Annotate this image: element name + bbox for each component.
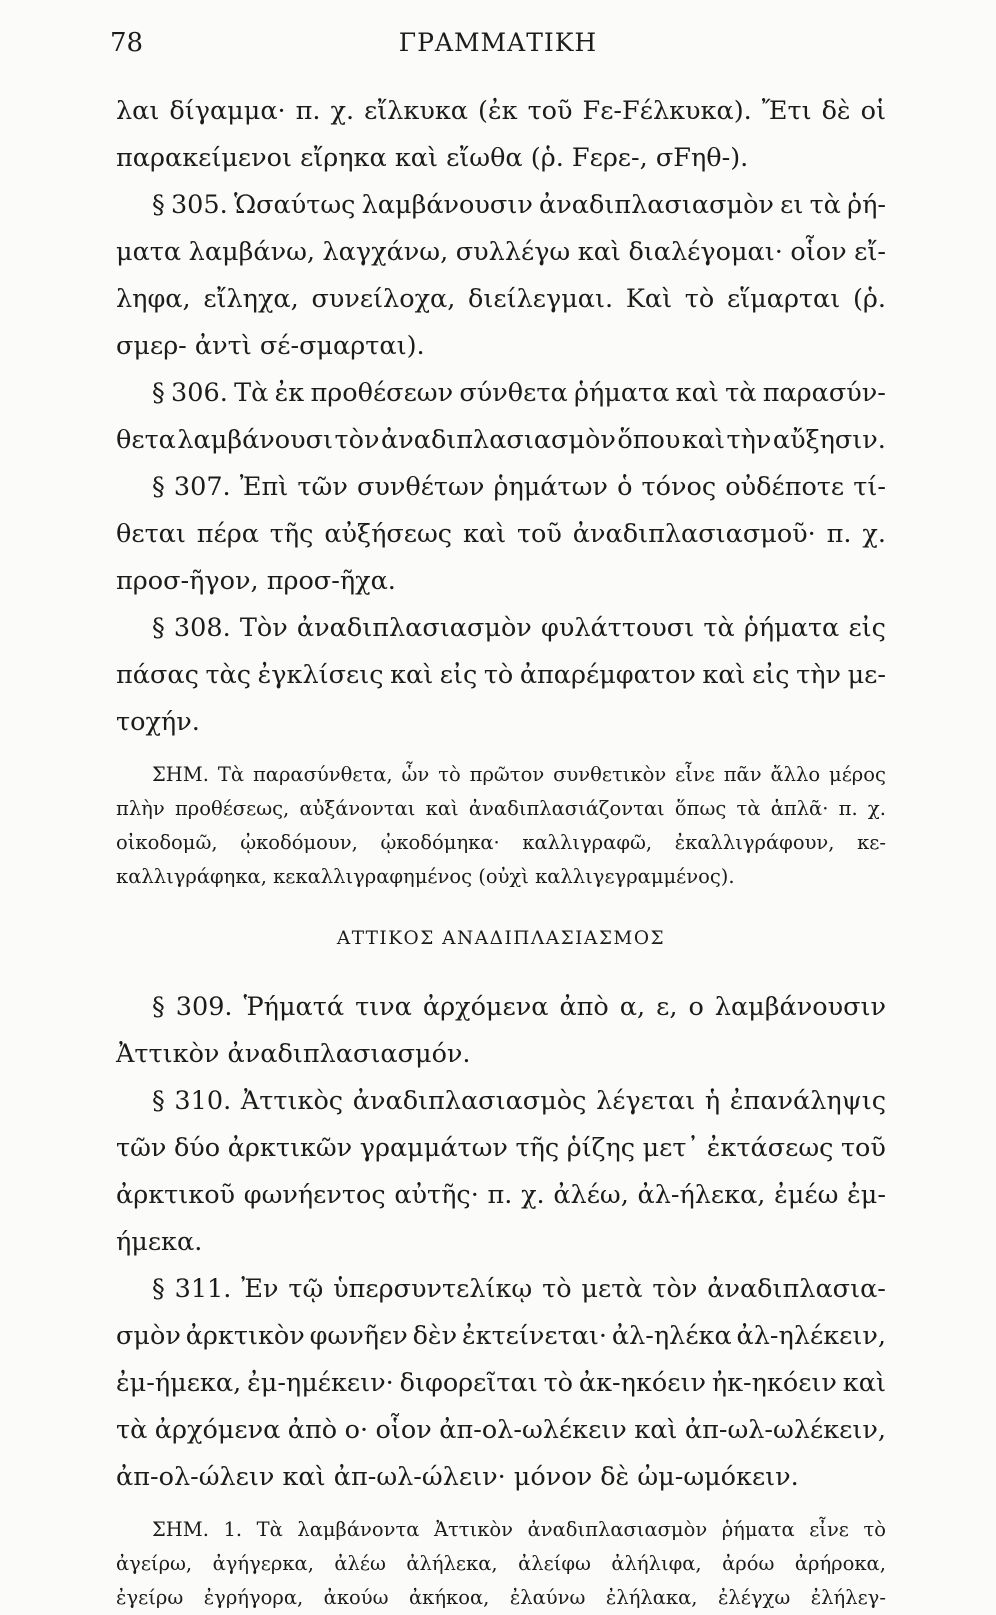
section-heading: ΑΤΤΙΚΟΣ ΑΝΑΔΙΠΛΑΣΙΑΣΜΟΣ	[336, 928, 666, 949]
text-line: τοχήν.	[116, 707, 200, 737]
note-line: ἀγείρω, ἀγήγερκα, ἀλέω ἀλήλεκα, ἀλείφω ἀλήλιφα, ἀρόω ἀρήροκα,	[116, 1552, 886, 1575]
text-line: λαι δίγαμμα· π. χ. εἴλκυκα (ἐκ τοῦ Fε-Fέλκυκα). Ἔτι δὲ οἱ	[116, 96, 886, 126]
text-line: ματα λαμβάνω, λαγχάνω, συλλέγω καὶ διαλέγομαι· οἷον εἴ-	[116, 237, 886, 267]
note-line: οἰκοδομῶ, ᾠκοδόμουν, ᾠκοδόμηκα· καλλιγραφῶ, ἐκαλλιγράφουν, κε-	[116, 831, 886, 854]
text-line: ἐμ-ήμεκα, ἐμ-ημέκειν· διφορεῖται τὸ ἀκ-ηκόειν ἠκ-ηκόειν καὶ	[116, 1368, 886, 1398]
text-line: θετα λαμβάνουσι τὸν ἀναδιπλασιασμὸν ὅπου καὶ τὴν αὔξησιν.	[116, 425, 886, 455]
text-line: ήμεκα.	[116, 1227, 203, 1257]
note-line: ΣΗΜ. 1. Τὰ λαμβάνοντα Ἀττικὸν ἀναδιπλασιασμὸν ῥήματα εἶνε τὸ	[152, 1518, 886, 1541]
text-line: τὰ ἀρχόμενα ἀπὸ ο· οἷον ἀπ-ολ-ωλέκειν καὶ ἀπ-ωλ-ωλέκειν,	[116, 1415, 886, 1445]
text-line: ἀρκτικοῦ φωνήεντος αὐτῆς· π. χ. ἀλέω, ἀλ-ήλεκα, ἐμέω ἐμ-	[116, 1180, 886, 1210]
text-line: Ἀττικὸν ἀναδιπλασιασμόν.	[116, 1039, 471, 1069]
body-text	[116, 88, 886, 1615]
paragraph-308-start: § 308. Τὸν ἀναδιπλασιασμὸν φυλάττουσι τὰ ῥήματα εἰς	[152, 613, 886, 643]
text-line: τῶν δύο ἀρκτικῶν γραμμάτων τῆς ῥίζης μετ᾽ ἐκτάσεως τοῦ	[116, 1133, 886, 1163]
text-line: ἀπ-ολ-ώλειν καὶ ἀπ-ωλ-ώλειν· μόνον δὲ ὠμ-ωμόκειν.	[116, 1462, 799, 1492]
paragraph-309-start: § 309. Ῥήματά τινα ἀρχόμενα ἀπὸ α, ε, ο λαμβάνουσιν	[152, 992, 886, 1022]
text-line: θεται πέρα τῆς αὐξήσεως καὶ τοῦ ἀναδιπλασιασμοῦ· π. χ.	[116, 519, 886, 549]
note-line: ἐγείρω ἐγρήγορα, ἀκούω ἀκήκοα, ἐλαύνω ἐλήλακα, ἐλέγχω ἐλήλεγ-	[116, 1586, 886, 1609]
paragraph-306-start: § 306. Τὰ ἐκ προθέσεων σύνθετα ῥήματα καὶ τὰ παρασύν-	[152, 378, 886, 408]
page-number: 78	[110, 28, 144, 58]
paragraph-310-start: § 310. Ἀττικὸς ἀναδιπλασιασμὸς λέγεται ἡ ἐπανάληψις	[152, 1086, 886, 1116]
note-line: καλλιγράφηκα, κεκαλλιγραφημένος (οὐχὶ καλλιγεγραμμένος).	[116, 865, 735, 888]
text-line: σμερ- ἀντὶ σέ-σμαρται).	[116, 331, 425, 361]
note-line: ΣΗΜ. Τὰ παρασύνθετα, ὧν τὸ πρῶτον συνθετικὸν εἶνε πᾶν ἄλλο μέρος	[152, 763, 886, 786]
text-line: προσ-ῆγον, προσ-ῆχα.	[116, 566, 396, 596]
text-line: ληφα, εἴληχα, συνείλοχα, διείλεγμαι. Καὶ τὸ εἵμαρται (ῥ.	[116, 284, 886, 314]
note-line: πλὴν προθέσεως, αὐξάνονται καὶ ἀναδιπλασιάζονται ὅπως τὰ ἁπλᾶ· π. χ.	[116, 797, 886, 820]
text-line: παρακείμενοι εἴρηκα καὶ εἴωθα (ῥ. Fερε-, σFηθ-).	[116, 143, 749, 173]
running-head	[110, 28, 886, 68]
paragraph-305-start: § 305. Ὡσαύτως λαμβάνουσιν ἀναδιπλασιασμὸν ει τὰ ῥή-	[152, 190, 886, 220]
text-line: πάσας τὰς ἐγκλίσεις καὶ εἰς τὸ ἀπαρέμφατον καὶ εἰς τὴν με-	[116, 660, 886, 690]
paragraph-311-start: § 311. Ἐν τῷ ὑπερσυντελίκῳ τὸ μετὰ τὸν ἀναδιπλασια-	[152, 1274, 886, 1304]
running-title: ΓΡΑΜΜΑΤΙΚΗ	[398, 28, 598, 57]
text-line: σμὸν ἀρκτικὸν φωνῆεν δὲν ἐκτείνεται· ἀλ-ηλέκα ἀλ-ηλέκειν,	[116, 1321, 886, 1351]
paragraph-307-start: § 307. Ἐπὶ τῶν συνθέτων ῥημάτων ὁ τόνος οὐδέποτε τί-	[152, 472, 886, 502]
